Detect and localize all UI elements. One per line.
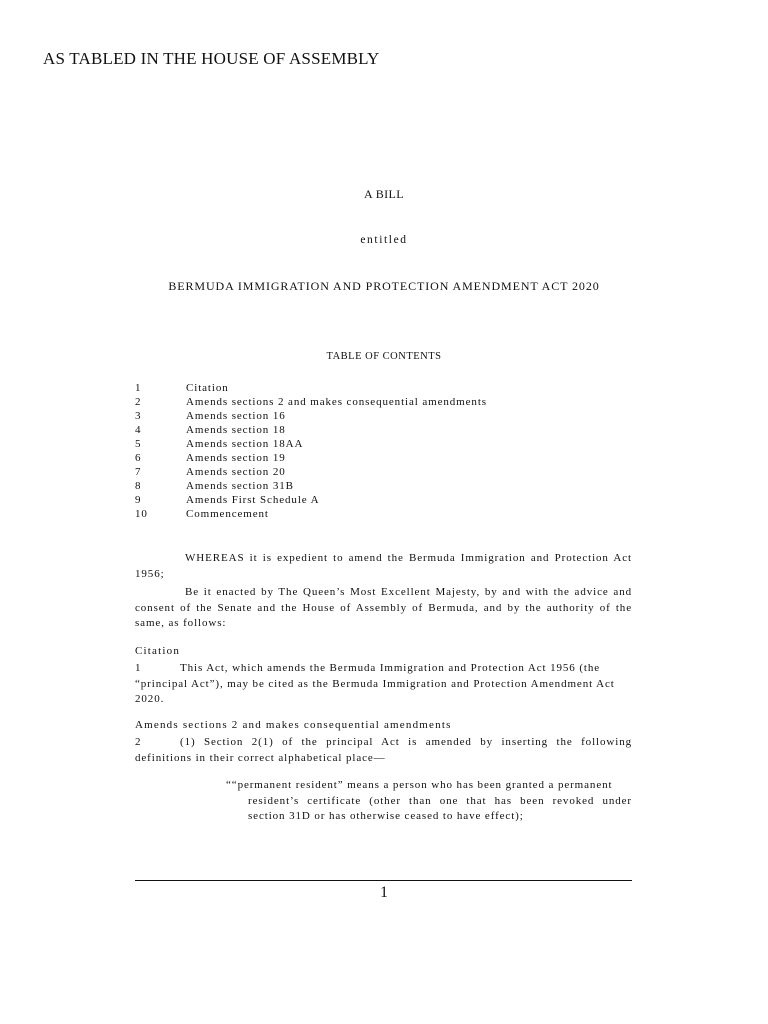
toc-heading: TABLE OF CONTENTS [326,351,442,362]
toc-item [135,479,635,493]
toc-item-label: Amends sections 2 and makes consequential amendments [186,396,487,408]
enacting-paragraph: Be it enacted by The Queen’s Most Excellent Majesty, by and with the advice and consent of the Senate and the House of Assembly of Bermuda, and by the authority of the same, as follows: [135,586,632,629]
act-title: BERMUDA IMMIGRATION AND PROTECTION AMENDMENT ACT 2020 [168,279,600,293]
toc-item-number: 3 [135,410,142,422]
definition-continuation: resident’s certificate (other than one that has been revoked under section 31D or has otherwise ceased to have effect); [248,794,632,822]
toc-item [135,493,635,507]
section-text: (1) Section 2(1) of the principal Act is amended by inserting the following definitions in their correct alphabetical place— [135,736,632,764]
entitled-label: entitled [360,234,408,246]
toc-item-label: Amends section 31B [186,480,294,492]
toc-item [135,423,635,437]
toc-item-number: 7 [135,466,142,478]
toc-item-number: 4 [135,424,142,436]
footer-rule [135,880,632,881]
toc-item-label: Citation [186,382,229,394]
tabled-header: AS TABLED IN THE HOUSE OF ASSEMBLY [43,49,380,68]
bill-label: A BILL [363,187,405,201]
toc-item-number: 2 [135,396,142,408]
table-of-contents [135,381,635,521]
toc-item [135,409,635,423]
section-2 [135,735,632,766]
section-number: 1 [135,662,142,674]
definition-first-line: ““permanent resident” means a person who has been granted a permanent [226,779,613,791]
toc-item-label: Amends First Schedule A [186,494,320,506]
toc-item-number: 10 [135,508,148,520]
section-number: 2 [135,736,142,748]
toc-item-label: Amends section 19 [186,452,286,464]
toc-item-number: 1 [135,382,142,394]
toc-item [135,381,635,395]
section-heading-amends-2: Amends sections 2 and makes consequential amendments [135,719,452,731]
toc-item-label: Amends section 16 [186,410,286,422]
definition-permanent-resident [226,778,632,825]
page-number: 1 [380,884,388,901]
toc-item [135,507,635,521]
toc-item [135,465,635,479]
section-text: This Act, which amends the Bermuda Immigration and Protection Act 1956 (the “principal Act”), may be cited as the Bermuda Immigration and Protection Amendment Act 2020. [135,662,615,705]
toc-item-label: Amends section 18AA [186,438,304,450]
toc-item [135,437,635,451]
toc-item-number: 8 [135,480,142,492]
toc-item-label: Commencement [186,508,269,520]
toc-item-label: Amends section 18 [186,424,286,436]
toc-item-label: Amends section 20 [186,466,286,478]
section-1 [135,661,632,708]
toc-item-number: 5 [135,438,142,450]
toc-item [135,451,635,465]
toc-item [135,395,635,409]
section-heading-citation: Citation [135,645,181,657]
toc-item-number: 9 [135,494,142,506]
toc-item-number: 6 [135,452,142,464]
whereas-paragraph: WHEREAS it is expedient to amend the Bermuda Immigration and Protection Act 1956; [135,552,632,580]
